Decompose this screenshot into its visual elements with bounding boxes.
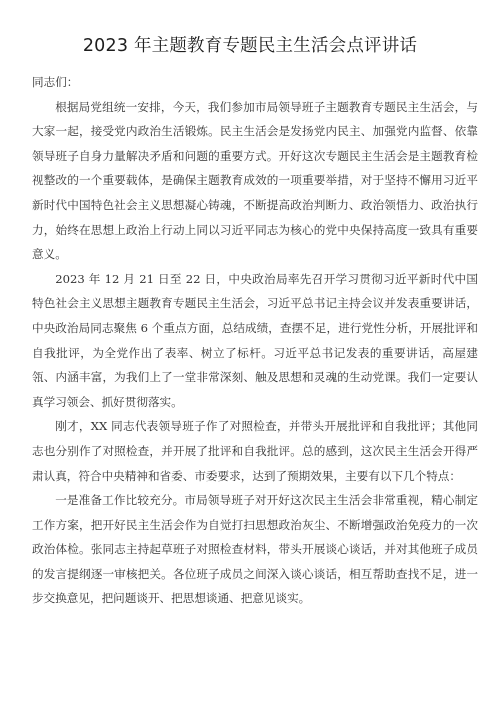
- paragraph-4: 一是准备工作比较充分。市局领导班子对开好这次民主生活会非常重视，精心制定工作方案，把开好民主生活会作为自觉打扫思想政治灰尘、不断增强政治免疫力的一次政治体检。张同志主持起草班子对照检查材料，带头开展谈心谈话，并对其他班子成员的发言提纲逐一审核把关。各位班子成员之间深入谈心谈话，相互帮助查找不足，进一步交换意见，把问题谈开、把思想谈通、把意见谈实。: [32, 493, 478, 606]
- paragraph-1: 根据局党组统一安排，今天，我们参加市局领导班子主题教育专题民主生活会，与大家一起，接受党内政治生活锻炼。民主生活会是发扬党内民主、加强党内监督、依靠领导班子自身力量解决矛盾和问题的重要方式。开好这次专题民主生活会是主题教育检视整改的一个重要载体，是确保主题教育成效的一项重要举措，对于坚持不懈用习近平新时代中国特色社会主义思想凝心铸魂，不断提高政治判断力、政治领悟力、政治执行力，始终在思想上政治上行动上同以习近平同志为核心的党中央保持高度一致具有重要意义。: [32, 99, 478, 262]
- document-body: [32, 70, 478, 611]
- document-title: 2023 年主题教育专题民主生活会点评讲话: [82, 36, 418, 56]
- paragraph-2: 2023 年 12 月 21 日至 22 日，中央政治局率先召开学习贯彻习近平新时代中国特色社会主义思想主题教育专题民主生活会，习近平总书记主持会议并发表重要讲话，中央政治局同志聚焦 6 个重点方面，总结成绩，查摆不足，进行党性分析，开展批评和自我批评，为全党作出了表率、树立了标杆。习近平总书记发表的重要讲话，高屋建瓴、内涵丰富，为我们上了一堂非常深刻、触及思想和灵魂的生动党课。我们一定要认真学习领会、抓好贯彻落实。: [32, 271, 478, 409]
- salutation: 同志们：: [32, 75, 79, 89]
- paragraph-3: 刚才，XX 同志代表领导班子作了对照检查，并带头开展批评和自我批评；其他同志也分别作了对照检查，并开展了批评和自我批评。总的感到，这次民主生活会开得严肃认真，符合中央精神和省委、市委要求，达到了预期效果，主要有以下几个特点：: [32, 419, 478, 483]
